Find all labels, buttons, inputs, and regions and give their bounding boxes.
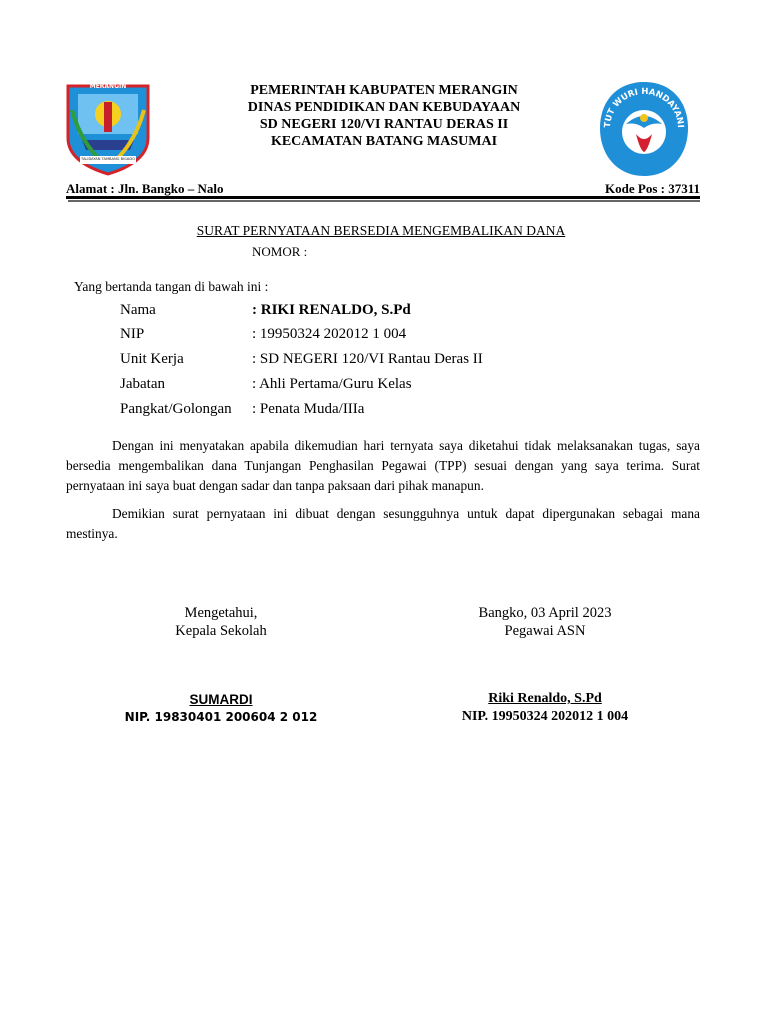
document-title: SURAT PERNYATAAN BERSEDIA MENGEMBALIKAN DANA <box>196 223 566 238</box>
postal-code-text: Kode Pos : 37311 <box>605 181 700 196</box>
field-value-unit-kerja: : SD NEGERI 120/VI Rantau Deras II <box>252 351 483 367</box>
field-label-nama: Nama <box>120 302 156 318</box>
crest-top-label: MERANGIN <box>89 83 127 90</box>
document-number-label: NOMOR : <box>252 244 308 259</box>
letterhead-line-3: SD NEGERI 120/VI RANTAU DERAS II <box>259 117 509 132</box>
sign-right-line2: Pegawai ASN <box>504 623 586 639</box>
field-value-pangkat: : Penata Muda/IIIa <box>252 401 365 417</box>
crest-bottom-label: TALIDAYAN TAMBANG BIGADO <box>81 157 135 161</box>
field-value-jabatan: : Ahli Pertama/Guru Kelas <box>252 376 412 392</box>
sign-left-line2: Kepala Sekolah <box>175 623 267 639</box>
address-text: Alamat : Jln. Bangko – Nalo <box>66 181 224 196</box>
letterhead-line-1: PEMERINTAH KABUPATEN MERANGIN <box>250 83 518 98</box>
tut-wuri-handayani-logo <box>592 78 696 180</box>
header-rule-thin <box>68 200 700 202</box>
letterhead-line-2: DINAS PENDIDIKAN DAN KEBUDAYAAN <box>247 100 521 115</box>
sign-left-name: SUMARDI <box>189 692 253 707</box>
field-value-nama: : RIKI RENALDO, S.Pd <box>252 302 411 318</box>
sign-left-nip: NIP. 19830401 200604 2 012 <box>124 710 318 724</box>
sign-right-name: Riki Renaldo, S.Pd <box>488 691 602 706</box>
letterhead-line-4: KECAMATAN BATANG MASUMAI <box>270 134 498 149</box>
sign-left-line1: Mengetahui, <box>184 605 258 621</box>
closing-paragraph: Demikian surat pernyataan ini dibuat dengan sesungguhnya untuk dapat dipergunakan sebagai mana mestinya. <box>66 506 700 541</box>
header-rule-thick <box>66 196 700 199</box>
intro-text: Yang bertanda tangan di bawah ini : <box>74 279 269 294</box>
sign-right-line1: Bangko, 03 April 2023 <box>478 605 612 621</box>
field-label-nip: NIP <box>120 326 145 342</box>
field-label-pangkat: Pangkat/Golongan <box>120 401 232 417</box>
statement-paragraph: Dengan ini menyatakan apabila dikemudian hari ternyata saya diketahui tidak melaksanakan tugas, saya bersedia mengembalikan dana Tunjangan Penghasilan Pegawai (TPP) sesuai dengan yang saya terima. Surat pernyataan ini saya buat dengan sadar dan tanpa paksaan dari pihak manapun. <box>66 438 700 493</box>
logo-ring-text: TUT WURI HANDAYANI <box>602 86 686 129</box>
field-label-jabatan: Jabatan <box>120 376 165 392</box>
field-value-nip: : 19950324 202012 1 004 <box>252 326 407 342</box>
sign-right-nip: NIP. 19950324 202012 1 004 <box>461 709 629 724</box>
field-label-unit-kerja: Unit Kerja <box>120 351 184 367</box>
